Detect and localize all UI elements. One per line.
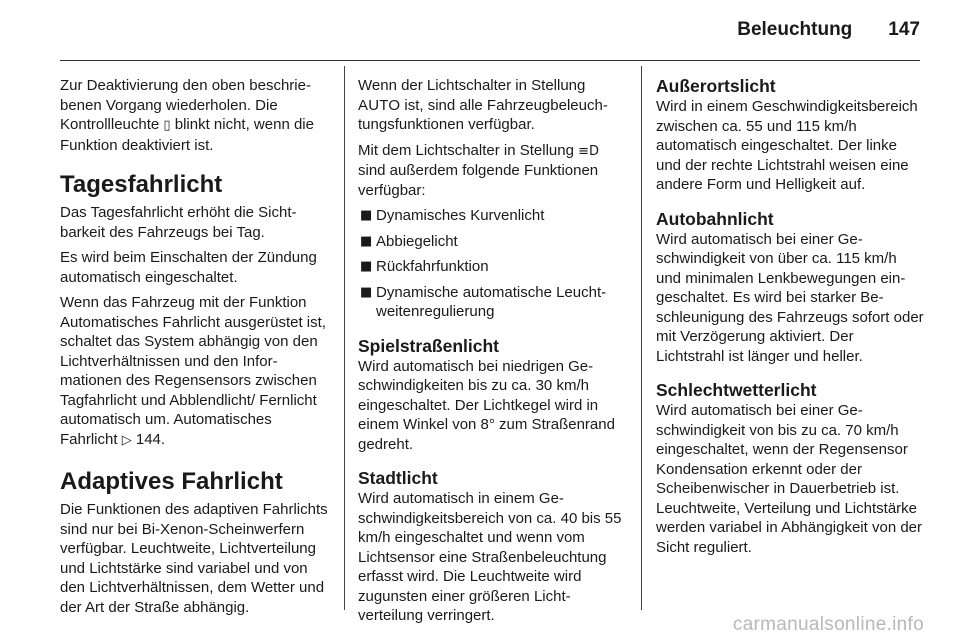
page-header <box>60 12 920 48</box>
column-1 <box>60 76 330 623</box>
auto-paragraph: Wenn der Lichtschalter in Stellung AUTO ist, sind alle Fahrzeugbeleuchtungsfunktionen verfügbar. <box>358 77 608 133</box>
list-item: ■ Dynamische automatische Leuchtweitenregulierung <box>360 283 607 320</box>
spielstrassen-paragraph: Wird automatisch bei niedrigen Geschwindigkeiten bis zu ca. 30 km/h eingeschaltet. Der Lichtkegel wird in einem Winkel von 8° zum Straßenrand gedreht. <box>358 357 615 453</box>
indicator-lamp-icon: ▯ <box>163 118 171 133</box>
watermark: carmanualsonline.info <box>732 614 924 635</box>
column-divider-2 <box>641 66 642 610</box>
page-reference-icon: ▷ <box>121 432 132 448</box>
column-3 <box>656 76 924 563</box>
heading-spielstrassenlicht: Spielstraßenlicht <box>358 335 500 356</box>
list-item: ■ Abbiegelicht <box>360 232 458 250</box>
auto-label: AUTO <box>358 96 401 114</box>
schlecht-paragraph: Wird automatisch bei einer Geschwindigkeit von bis zu ca. 70 km/h eingeschaltet, wenn der Regensensor Kondensation erkennt oder der Scheibenwischer in Dauerbetrieb ist. Leuchtweite, Verteilung und Lichtstärke werden variabel in Abhängigkeit von der Sicht reguliert. <box>656 402 923 556</box>
bullet-icon: ■ <box>360 208 373 223</box>
ausserorts-paragraph: Wird in einem Geschwindigkeitsbereich zwischen ca. 55 und 115 km/h automatisch eingeschaltet. Der linke und der rechte Lichtstrahl weisen eine andere Form und Helligkeit auf. <box>656 98 918 193</box>
heading-ausserortslicht: Außerortslicht <box>656 76 776 96</box>
heading-adaptives-fahrlicht: Adaptives Fahrlicht <box>60 468 283 495</box>
tagesfahrlicht-paragraph-2: Es wird beim Einschalten der Zündung automatisch eingeschaltet. <box>60 249 317 286</box>
header-rule <box>60 60 920 61</box>
heading-tagesfahrlicht: Tagesfahrlicht <box>60 171 223 198</box>
heading-autobahnlicht: Autobahnlicht <box>656 208 774 229</box>
list-item: ■ Dynamisches Kurvenlicht <box>360 207 545 224</box>
column-2 <box>358 76 628 632</box>
bullet-icon: ■ <box>360 233 373 249</box>
section-title: Beleuchtung <box>737 19 853 40</box>
tagesfahrlicht-paragraph-3: Wenn das Fahrzeug mit der Funktion Automatisches Fahrlicht ausgerüstet ist, schaltet das System abhängig von den Lichtverhältnissen und den Informationen des Regensensors zwischen Tagfahrlicht und Abblendlicht/ Fernlicht automatisch um. Automatisches Fahrlicht ▷ 144. <box>60 294 326 448</box>
low-beam-icon: ≡D <box>578 143 600 159</box>
autobahn-paragraph: Wird automatisch bei einer Geschwindigkeit von über ca. 115 km/h und minimalen Lenkbewegungen eingeschaltet. Es wird bei starker Beschleunigung des Fahrzeugs sofort oder mit Verzögerung aktiviert. Der Lichtstrahl ist länger und heller. <box>656 230 924 365</box>
heading-stadtlicht: Stadtlicht <box>358 468 438 488</box>
list-item: ■ Rückfahrfunktion <box>360 258 489 275</box>
adaptives-paragraph: Die Funktionen des adaptiven Fahrlichts sind nur bei Bi-Xenon-Scheinwerfern verfügbar. Leuchtweite, Lichtverteilung und Lichtstärke sind variabel und von den Lichtverhältnissen, dem Wetter und der Art der Straße abhängig. <box>60 501 328 616</box>
function-list <box>358 206 628 322</box>
page-number: 147 <box>888 19 920 40</box>
tagesfahrlicht-paragraph-1: Das Tagesfahrlicht erhöht die Sichtbarkeit des Fahrzeugs bei Tag. <box>60 204 297 241</box>
column-divider-1 <box>344 66 345 610</box>
heading-schlechtwetterlicht: Schlechtwetterlicht <box>656 380 817 400</box>
stadtlicht-paragraph: Wird automatisch in einem Geschwindigkeitsbereich von ca. 40 bis 55 km/h eingeschaltet und wenn vom Lichtsensor eine Straßenbeleuchtung erfasst wird. Die Leuchtweite wird zugunsten einer größeren Lichtverteilung verringert. <box>358 490 622 624</box>
intro-paragraph: Zur Deaktivierung den oben beschriebenen Vorgang wiederholen. Die Kontrollleuchte ▯ blinkt nicht, wenn die Funktion deaktiviert ist. <box>60 77 314 154</box>
page-reference[interactable]: 144. <box>131 430 166 448</box>
bullet-icon: ■ <box>360 284 373 300</box>
bullet-icon: ■ <box>360 259 373 274</box>
low-beam-paragraph: Mit dem Lichtschalter in Stellung ≡D sind außerdem folgende Funktionen verfügbar: <box>358 141 600 199</box>
